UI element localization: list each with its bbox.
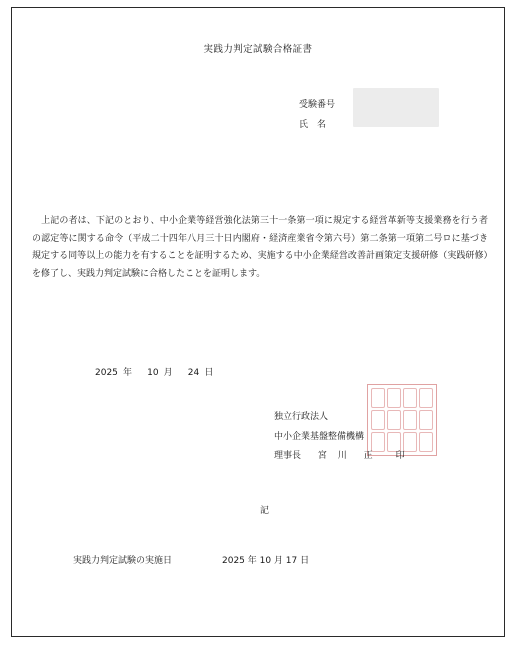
issuer-position: 理事長 [274,451,302,461]
issue-month-unit: 月 [163,368,173,378]
issue-year: 2025 [95,368,118,378]
certificate-page [11,7,505,637]
issuer-signature-line [274,448,405,461]
issue-month: 10 [147,368,159,378]
issuer-org-type: 独立行政法人 [274,412,329,422]
certificate-title: 実践力判定試験合格証書 [203,44,313,55]
exam-date-label: 実践力判定試験の実施日 [73,556,173,566]
exam-date-value: 2025 年 10 月 17 日 [222,556,310,566]
exam-number-label: 受験番号 [299,100,336,110]
body-paragraph: 上記の者は、下記のとおり、中小企業等経営強化法第三十一条第一項に規定する経営革新等支援業務を行う者の認定等に関する命令（平成二十四年八月三十日内閣府・経済産業省令第六号）第二条第一項第二号ロに基づき規定する同等以上の能力を有することを証明するため、実施する中小企業経営改善計画策定支援研修（実践研修）を修了し、実践力判定試験に合格したことを証明します。 [32,216,488,279]
ki-heading: 記 [260,506,270,516]
redacted-exam-number-and-name [353,88,439,127]
issuer-org-name: 中小企業基盤整備機構 [274,432,365,442]
issue-day-unit: 日 [204,368,214,378]
name-label: 氏 名 [299,120,327,130]
certificate-body [32,213,488,283]
official-seal-stamp [367,384,437,456]
issuer-given-name-2: 正 [363,451,373,461]
issuer-surname: 宮 [317,451,327,461]
seal-mark: 印 [395,451,405,461]
issue-day: 24 [187,368,200,378]
issue-date [95,360,213,379]
issuer-given-name-1: 川 [337,451,347,461]
issue-year-unit: 年 [123,368,133,378]
